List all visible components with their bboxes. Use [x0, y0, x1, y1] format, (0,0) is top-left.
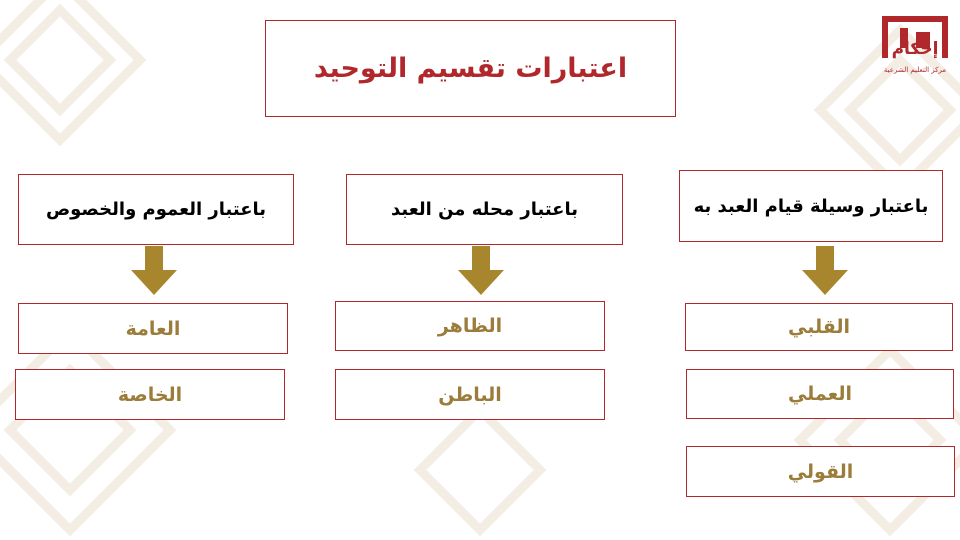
category-label-means: باعتبار وسيلة قيام العبد به [693, 195, 929, 217]
category-box-means [679, 170, 943, 242]
item-label: العامة [125, 317, 181, 340]
diagram-title-box [265, 20, 676, 117]
item-box-amma [18, 303, 288, 354]
item-box-qalbi [685, 303, 953, 351]
item-label: الخاصة [117, 383, 183, 406]
logo-wordmark: إحكام [891, 39, 939, 59]
category-box-scope [18, 174, 294, 245]
down-arrow-icon [801, 246, 849, 296]
item-box-zahir [335, 301, 605, 351]
category-box-location [346, 174, 623, 245]
category-label-location: باعتبار محله من العبد [391, 199, 578, 220]
down-arrow-icon [130, 246, 178, 296]
down-arrow-icon [457, 246, 505, 296]
item-label: القولي [787, 460, 854, 483]
logo-tagline: مركز التعليم الشرعية [883, 66, 947, 74]
logo-mark-icon [878, 14, 952, 86]
category-label-scope: باعتبار العموم والخصوص [45, 199, 267, 220]
item-label: الظاهر [437, 315, 503, 337]
item-box-khassa [15, 369, 285, 420]
item-label: الباطن [438, 383, 502, 406]
item-box-amali [686, 369, 954, 419]
item-box-qawli [686, 446, 955, 497]
logo [878, 14, 952, 86]
diagram-title: اعتبارات تقسيم التوحيد [313, 53, 628, 84]
item-box-batin [335, 369, 605, 420]
item-label: العملي [787, 383, 853, 405]
item-label: القلبي [787, 316, 851, 338]
